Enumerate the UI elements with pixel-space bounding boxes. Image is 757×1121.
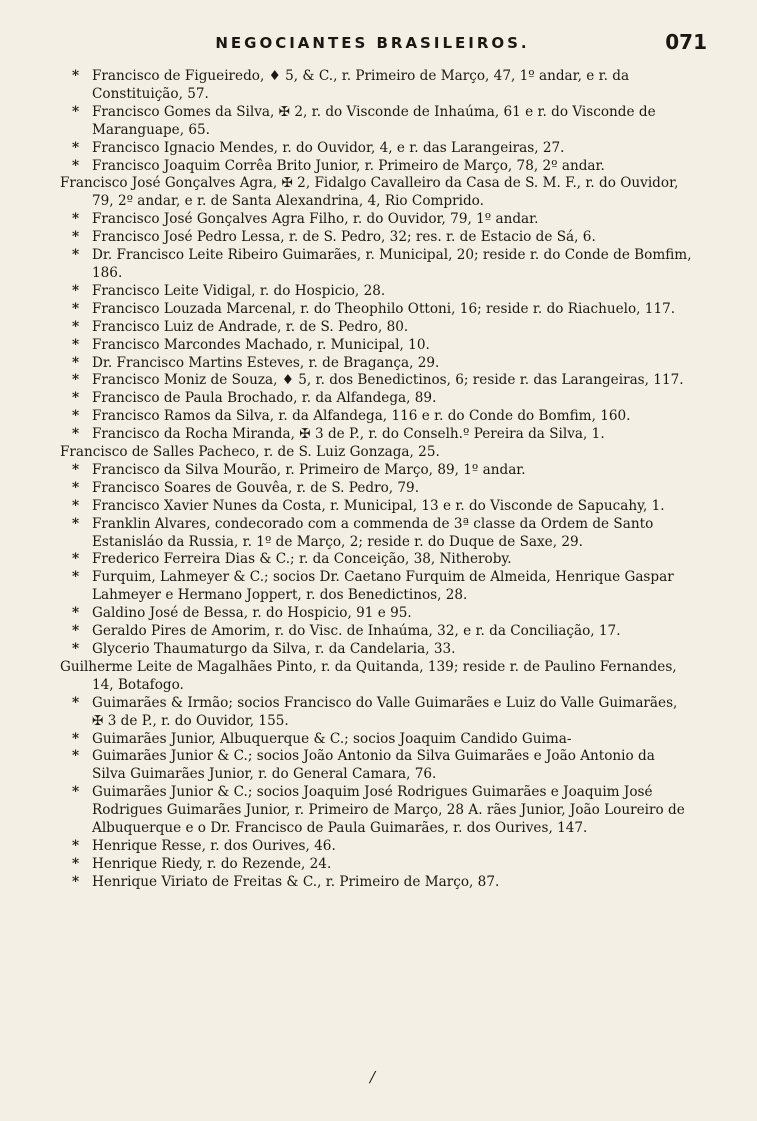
directory-entry (60, 838, 692, 856)
directory-entry (60, 337, 692, 355)
entry-text: Francisco Moniz de Souza, ♦ 5, r. dos Benedictinos, 6; reside r. das Larangeiras, 117. (92, 372, 684, 389)
entry-text: Henrique Viriato de Freitas & C., r. Primeiro de Março, 87. (92, 873, 500, 890)
directory-entry (60, 158, 692, 176)
directory-entry (60, 247, 692, 283)
entry-text: Henrique Riedy, r. do Rezende, 24. (92, 855, 332, 872)
entry-text: Frederico Ferreira Dias & C.; r. da Conceição, 38, Nitheroby. (92, 551, 512, 568)
asterisk-mark: * (72, 300, 80, 317)
directory-entry (60, 301, 692, 319)
entry-text: Geraldo Pires de Amorim, r. do Visc. de Inhaúma, 32, e r. da Conciliação, 17. (92, 623, 621, 640)
entry-text: Guilherme Leite de Magalhães Pinto, r. da Quitanda, 139; reside r. de Paulino Fernandes, 14, Botafogo. (60, 658, 677, 693)
asterisk-mark: * (72, 497, 80, 514)
entry-text: Guimarães & Irmão; socios Francisco do Valle Guimarães e Luiz do Valle Guimarães, ✠ 3 de P., r. do Ouvidor, 155. (92, 694, 678, 729)
entry-text: Francisco Leite Vidigal, r. do Hospicio, 28. (92, 282, 386, 299)
asterisk-mark: * (72, 426, 80, 443)
asterisk-mark: * (72, 479, 80, 496)
directory-entry (60, 68, 692, 104)
page-number: 071 (665, 30, 707, 54)
directory-entry (60, 874, 692, 892)
entry-text: Galdino José de Bessa, r. do Hospicio, 91 e 95. (92, 605, 412, 622)
asterisk-mark: * (72, 748, 80, 765)
entry-text: Francisco José Gonçalves Agra Filho, r. do Ouvidor, 79, 1º andar. (92, 211, 539, 228)
entry-text: Francisco da Silva Mourão, r. Primeiro de Março, 89, 1º andar. (92, 461, 526, 478)
directory-entry (60, 623, 692, 641)
directory-entry (60, 731, 692, 749)
directory-entry (60, 229, 692, 247)
entry-text: Francisco da Rocha Miranda, ✠ 3 de P., r. do Conselh.º Pereira da Silva, 1. (92, 426, 605, 443)
asterisk-mark: * (72, 68, 80, 84)
directory-entry (60, 355, 692, 373)
entry-text: Francisco de Salles Pacheco, r. de S. Luiz Gonzaga, 25. (60, 444, 440, 461)
entry-text: Francisco Gomes da Silva, ✠ 2, r. do Visconde de Inhaúma, 61 e r. do Visconde de Maranguape, 65. (92, 103, 656, 138)
running-title: NEGOCIANTES BRASILEIROS. (215, 34, 530, 52)
directory-entry (60, 784, 692, 838)
directory-entry (60, 390, 692, 408)
directory-entry (60, 498, 692, 516)
asterisk-mark: * (72, 837, 80, 854)
directory-entry (60, 319, 692, 337)
directory-entry (60, 104, 692, 140)
entry-text: Francisco Ramos da Silva, r. da Alfandega, 116 e r. do Conde do Bomfim, 160. (92, 408, 631, 425)
directory-entry (60, 372, 692, 390)
directory-entry (60, 605, 692, 623)
asterisk-mark: * (72, 318, 80, 335)
asterisk-mark: * (72, 605, 80, 622)
directory-entry (60, 462, 692, 480)
directory-entry (60, 748, 692, 784)
directory-entry (60, 211, 692, 229)
entry-text: Francisco José Gonçalves Agra, ✠ 2, Fidalgo Cavalleiro da Casa de S. M. F., r. do Ouvidor, 79, 2º andar, e r. de Santa Alexandrina, 4, Rio Comprido. (60, 175, 679, 210)
asterisk-mark: * (72, 694, 80, 711)
asterisk-mark: * (72, 569, 80, 586)
asterisk-mark: * (72, 461, 80, 478)
entry-text: Guimarães Junior, Albuquerque & C.; socios Joaquim Candido Guima- (92, 730, 572, 747)
entry-text: Francisco de Paula Brochado, r. da Alfandega, 89. (92, 390, 437, 407)
directory-entry (60, 175, 692, 211)
asterisk-mark: * (72, 784, 80, 801)
asterisk-mark: * (72, 551, 80, 568)
directory-entry (60, 551, 692, 569)
entry-text: Francisco José Pedro Lessa, r. de S. Pedro, 32; res. r. de Estacio de Sá, 6. (92, 229, 596, 246)
asterisk-mark: * (72, 641, 80, 657)
directory-entry (60, 516, 692, 552)
asterisk-mark: * (72, 515, 80, 532)
asterisk-mark: * (72, 873, 80, 890)
asterisk-mark: * (72, 730, 80, 747)
asterisk-mark: * (72, 354, 80, 371)
directory-entries (60, 68, 692, 892)
entry-text: Glycerio Thaumaturgo da Silva, r. da Candelaria, 33. (92, 641, 456, 657)
asterisk-mark: * (72, 336, 80, 353)
directory-entry (60, 856, 692, 874)
entry-text: Henrique Resse, r. dos Ourives, 46. (92, 837, 336, 854)
asterisk-mark: * (72, 103, 80, 120)
asterisk-mark: * (72, 372, 80, 389)
directory-entry (60, 140, 692, 158)
asterisk-mark: * (72, 229, 80, 246)
page-header (0, 30, 757, 60)
asterisk-mark: * (72, 211, 80, 228)
directory-entry (60, 480, 692, 498)
entry-text: Francisco Ignacio Mendes, r. do Ouvidor, 4, e r. das Larangeiras, 27. (92, 139, 565, 156)
asterisk-mark: * (72, 408, 80, 425)
directory-entry (60, 408, 692, 426)
directory-entry (60, 695, 692, 731)
entry-text: Francisco Marcondes Machado, r. Municipal, 10. (92, 336, 430, 353)
entry-text: Furquim, Lahmeyer & C.; socios Dr. Caetano Furquim de Almeida, Henrique Gaspar Lahmeyer e Hermano Joppert, r. dos Benedictinos, 28. (92, 569, 674, 604)
directory-entry (60, 569, 692, 605)
entry-text: Francisco Xavier Nunes da Costa, r. Municipal, 13 e r. do Visconde de Sapucahy, 1. (92, 497, 665, 514)
entry-text: Franklin Alvares, condecorado com a commenda de 3ª classe da Ordem de Santo Estanisláo da Russia, r. 1º de Março, 2; reside r. do Duque de Saxe, 29. (92, 515, 654, 550)
entry-text: Francisco Soares de Gouvêa, r. de S. Pedro, 79. (92, 479, 420, 496)
directory-entry (60, 283, 692, 301)
asterisk-mark: * (72, 247, 80, 264)
footer-mark: / (370, 1068, 376, 1086)
directory-entry (60, 641, 692, 659)
directory-entry (60, 426, 692, 444)
asterisk-mark: * (72, 390, 80, 407)
asterisk-mark: * (72, 139, 80, 156)
directory-entry (60, 444, 692, 462)
asterisk-mark: * (72, 282, 80, 299)
entry-text: Francisco de Figueiredo, ♦ 5, & C., r. Primeiro de Março, 47, 1º andar, e r. da Constituição, 57. (92, 68, 630, 102)
directory-entry (60, 659, 692, 695)
entry-text: Francisco Luiz de Andrade, r. de S. Pedro, 80. (92, 318, 409, 335)
asterisk-mark: * (72, 157, 80, 174)
entry-text: Francisco Louzada Marcenal, r. do Theophilo Ottoni, 16; reside r. do Riachuelo, 117. (92, 300, 676, 317)
asterisk-mark: * (72, 855, 80, 872)
entry-text: Guimarães Junior & C.; socios João Antonio da Silva Guimarães e João Antonio da Silva Guimarães Junior, r. do General Camara, 76. (92, 748, 655, 783)
entry-text: Dr. Francisco Leite Ribeiro Guimarães, r. Municipal, 20; reside r. do Conde de Bomfim, 186. (92, 247, 692, 281)
entry-text: Francisco Joaquim Corrêa Brito Junior, r. Primeiro de Março, 78, 2º andar. (92, 157, 605, 174)
entry-text: Dr. Francisco Martins Esteves, r. de Bragança, 29. (92, 354, 440, 371)
asterisk-mark: * (72, 623, 80, 640)
entry-text: Guimarães Junior & C.; socios Joaquim José Rodrigues Guimarães e Joaquim José Rodrigues Guimarães Junior, r. Primeiro de Março, 28 A. rães Junior, João Loureiro de Albuquerque e o Dr. Francisco de Paula Guimarães, r. dos Ourives, 147. (92, 784, 685, 837)
